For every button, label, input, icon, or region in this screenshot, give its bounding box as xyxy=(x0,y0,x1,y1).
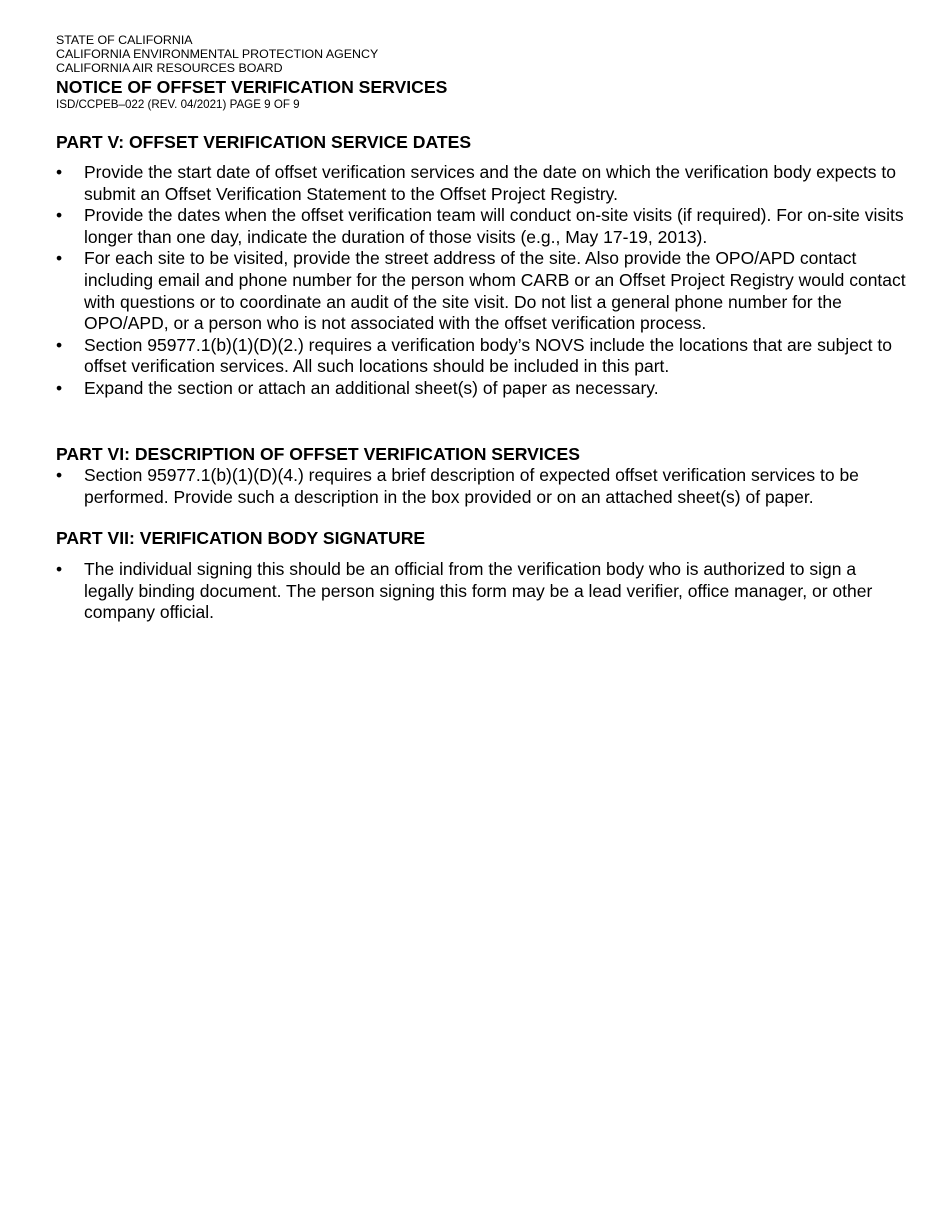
part-v-bullet-list xyxy=(56,162,906,400)
part-vi-section xyxy=(56,443,906,508)
list-item xyxy=(56,248,906,334)
bullet-icon: • xyxy=(56,248,63,269)
bullet-icon: • xyxy=(56,377,63,398)
part-v-heading: PART V: OFFSET VERIFICATION SERVICE DATES xyxy=(56,132,472,152)
part-vi-bullet-list xyxy=(56,465,906,508)
form-header xyxy=(56,33,906,112)
part-vii-heading: PART VII: VERIFICATION BODY SIGNATURE xyxy=(56,528,426,548)
list-item xyxy=(56,378,906,400)
list-item xyxy=(56,205,906,248)
bullet-icon: • xyxy=(56,465,63,485)
list-item-text: Provide the dates when the offset verification team will conduct on-site visits (if required). For on-site visits longer than one day, indicate the duration of those visits (e.g., May 17-19, 2013). xyxy=(84,205,904,247)
agency-line-state: STATE OF CALIFORNIA xyxy=(56,33,193,47)
part-vii-section xyxy=(56,527,906,624)
form-id: ISD/CCPEB–022 (REV. 04/2021) PAGE 9 OF 9 xyxy=(56,97,300,111)
part-vi-heading: PART VI: DESCRIPTION OF OFFSET VERIFICATION SERVICES xyxy=(56,444,580,464)
list-item xyxy=(56,335,906,378)
list-item-text: The individual signing this should be an official from the verification body who is authorized to sign a legally binding document. The person signing this form may be a lead verifier, office manager, or other company official. xyxy=(84,559,873,623)
list-item xyxy=(56,465,906,508)
agency-line-calepa: CALIFORNIA ENVIRONMENTAL PROTECTION AGENCY xyxy=(56,47,379,62)
list-item-text: Section 95977.1(b)(1)(D)(2.) requires a verification body’s NOVS include the locations that are subject to offset verification services. All such locations should be included in this part. xyxy=(84,334,892,377)
bullet-icon: • xyxy=(56,205,63,226)
list-item-text: For each site to be visited, provide the street address of the site. Also provide the OPO/APD contact including email and phone number for the person whom CARB or an Offset Project Registry would contact with questions or to coordinate an audit of the site visit. Do not list a general phone number for the OPO/APD, or a person who is not associated with the offset verification process. xyxy=(84,248,906,334)
bullet-icon: • xyxy=(56,559,63,579)
list-item-text: Expand the section or attach an additional sheet(s) of paper as necessary. xyxy=(84,377,659,398)
part-v-section xyxy=(56,131,906,400)
document-page xyxy=(56,33,906,112)
part-vii-bullet-list xyxy=(56,559,906,624)
list-item-text: Section 95977.1(b)(1)(D)(4.) requires a brief description of expected offset verification services to be performed. Provide such a description in the box provided or on an attached sheet(s) of paper. xyxy=(84,465,859,507)
bullet-icon: • xyxy=(56,162,63,182)
list-item xyxy=(56,162,906,205)
list-item xyxy=(56,559,906,624)
form-title: NOTICE OF OFFSET VERIFICATION SERVICES xyxy=(56,76,448,97)
list-item-text: Provide the start date of offset verification services and the date on which the verification body expects to submit an Offset Verification Statement to the Offset Project Registry. xyxy=(84,162,896,204)
bullet-icon: • xyxy=(56,334,63,355)
agency-line-carb: CALIFORNIA AIR RESOURCES BOARD xyxy=(56,61,283,76)
